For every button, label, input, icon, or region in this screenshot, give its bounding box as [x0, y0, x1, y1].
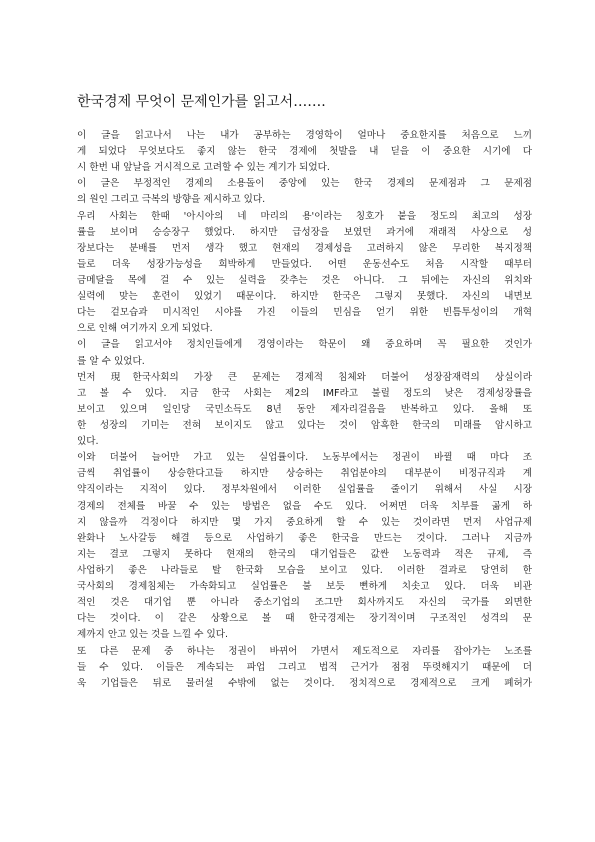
text-line: 욱 기업들은 뒤로 물러설 수밖에 없는 것이다. 정치적으로 경제적으로 크게 폐허가: [77, 677, 532, 689]
text-line: 를 알 수 있었다.: [77, 355, 145, 367]
text-line: 지 않을까 걱정이다 하지만 몇 가지 중요하게 할 수 있는 것이라면 먼저 사업규제: [77, 516, 532, 528]
text-line: 이 글을 읽고나서 나는 내가 공부하는 경영학이 얼마나 중요한지를 처음으로 느끼: [77, 130, 532, 141]
text-line: 이와 더불어 늘어만 가고 있는 실업률이다. 노동부에서는 정권이 바뀔 때 마다 조: [77, 452, 532, 464]
text-line: 경제의 전체를 바꿀 수 있는 방법은 없을 수도 있다. 어쩌면 더욱 치부를 곪게 하: [77, 500, 532, 512]
paragraph: [77, 337, 532, 369]
text-line: 국사회의 경제침체는 가속화되고 실업률은 불 보듯 뻔하게 치솟고 있다. 더욱 비관: [77, 581, 532, 593]
text-line: 다는 것이다. 이 같은 상황으로 볼 때 한국경제는 장기적이며 구조적인 성격의 문: [77, 613, 532, 625]
text-line: 완화나 노사갈등 해결 등으로 사업하기 좋은 한국을 만드는 것이다. 그러나 지금까: [77, 532, 532, 544]
text-line: 지는 결코 그렇지 못하다 현재의 한국의 대기업들은 값싼 노동력과 적은 규제, 즉: [77, 548, 532, 560]
document-body: [77, 128, 532, 692]
text-line: 보이고 있으며 일인당 국민소득도 8년 동안 제자리걸음을 반복하고 있다. 올해 또: [77, 403, 532, 415]
text-line: 게 되었다 무엇보다도 좋지 않는 한국 경제에 첫발을 내 딛을 이 중요한 시기에 다: [77, 146, 532, 158]
paragraph: [77, 128, 532, 176]
text-line: 의 원인 그리고 극복의 방향을 제시하고 있다.: [77, 194, 266, 206]
text-line: 먼저 現한국사회의 가장 큰 문제는 경제적 침체와 더불어 성장잠재력의 상실이라: [77, 371, 532, 383]
text-line: 으로 인해 여기까지 오게 되었다.: [77, 323, 213, 335]
text-line: 장보다는 분배를 먼저 생각 했고 현재의 경제성을 고려하지 않은 무리한 복지정책: [77, 242, 532, 254]
text-line: 들 수 있다. 이들은 계속되는 파업 그리고 법적 근거가 점점 뚜렷해지기 때문에 더: [77, 661, 532, 673]
paragraph: [77, 644, 532, 692]
text-line: 한 성장의 기미는 전혀 보이지도 않고 있다는 것이 암흑한 한국의 미래를 암시하고: [77, 419, 532, 431]
text-line: 금씩 취업률이 상승한다고들 하지만 상승하는 취업분야의 대부분이 비정규직과 계: [77, 468, 532, 480]
text-line: 다는 겉모습과 미시적인 시야를 가진 이들의 민심을 얻기 위한 빈틈투성이의 개혁: [77, 307, 532, 319]
text-line: 이 글은 부정적인 경제의 소용돌이 중앙에 있는 한국 경제의 문제점과 그 문제점: [77, 178, 532, 190]
text-line: 약직이라는 지적이 있다. 정부차원에서 이러한 실업률을 줄이기 위해서 사실 시장: [77, 484, 532, 496]
text-line: 률을 보이며 승승장구 했었다. 하지만 급성장을 보였던 과거에 재래적 사상으로 성: [77, 226, 532, 238]
text-line: 고 볼 수 있다. 지금 한국 사회는 제2의 IMF라고 불릴 정도의 낮은 경제성장률을: [77, 387, 532, 399]
document-title: 한국경제 무엇이 문제인가를 읽고서…….: [77, 94, 326, 110]
text-line: 있다.: [77, 436, 99, 448]
text-line: 제까지 안고 있는 것을 느낄 수 있다.: [77, 629, 229, 641]
paragraph: [77, 370, 532, 451]
paragraph: [77, 209, 532, 338]
text-line: 또 다른 문제 중 하나는 정권이 바뀌어 가면서 제도적으로 자리를 잡아가는 노조를: [77, 645, 532, 657]
paragraph: [77, 176, 532, 208]
text-line: 사업하기 좋은 나라들로 탈 한국화 모습을 보이고 있다. 이러한 결과로 당연히 한: [77, 564, 532, 576]
text-line: 금메달을 목에 걸 수 있는 실력을 갖추는 것은 아니다. 그 뒤에는 자신의 위치와: [77, 274, 532, 286]
text-line: 시 한번 내 앞날을 거시적으로 고려할 수 있는 계기가 되었다.: [77, 162, 330, 174]
text-line: 들로 더욱 성장가능성을 희박하게 만들었다. 어떤 운동선수도 처음 시작할 때부터: [77, 258, 532, 270]
paragraph: [77, 450, 532, 643]
text-line: 적인 것은 대기업 뿐 아니라 중소기업의 조그만 회사까지도 자신의 국가를 외면한: [77, 597, 532, 609]
text-line: 이 글을 읽고서야 정치인들에게 경영이라는 학문이 왜 중요하며 꼭 필요한 것인가: [77, 339, 532, 351]
text-line: 실력에 맞는 훈련이 있었기 때문이다. 하지만 한국은 그렇지 못했다. 자신의 내면보: [77, 291, 532, 303]
text-line: 우리 사회는 한때 '아시아의 네 마리의 용'이라는 칭호가 붙을 정도의 최고의 성장: [77, 210, 532, 222]
